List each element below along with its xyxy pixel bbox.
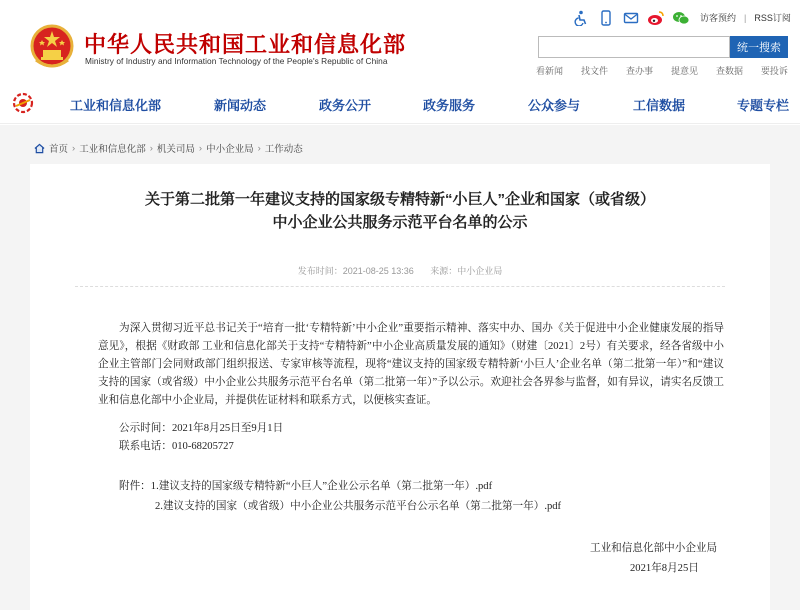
article-meta bbox=[30, 264, 770, 277]
site-header bbox=[0, 0, 800, 82]
signature-org: 工业和信息化部中小企业局 bbox=[590, 543, 718, 554]
accessibility-icon[interactable] bbox=[572, 9, 590, 27]
article-title bbox=[30, 188, 770, 234]
search-button[interactable]: 统一搜索 bbox=[730, 36, 788, 58]
signature-date: 2021年8月25日 bbox=[630, 563, 699, 574]
breadcrumb-work-news[interactable]: 工作动态 bbox=[264, 144, 303, 155]
main-nav bbox=[0, 82, 800, 124]
national-emblem-icon bbox=[30, 22, 74, 72]
miit-logo-icon[interactable] bbox=[12, 92, 34, 114]
site-title[interactable]: 中华人民共和国工业和信息化部 bbox=[84, 32, 407, 57]
quick-link-services[interactable]: 查办事 bbox=[625, 66, 653, 76]
breadcrumb-ministry[interactable]: 工业和信息化部 bbox=[79, 144, 146, 155]
breadcrumb bbox=[34, 141, 303, 155]
quick-link-news[interactable]: 看新闻 bbox=[536, 66, 564, 76]
chevron-right-icon: › bbox=[149, 142, 153, 154]
quick-link-feedback[interactable]: 提意见 bbox=[670, 66, 698, 76]
nav-item-topics[interactable]: 专题专栏 bbox=[737, 98, 790, 113]
quick-links bbox=[536, 64, 788, 77]
nav-item-ministry[interactable]: 工业和信息化部 bbox=[70, 98, 162, 113]
wechat-icon[interactable] bbox=[672, 9, 690, 27]
article-title-line2: 中小企业公共服务示范平台名单的公示 bbox=[272, 214, 528, 231]
nav-item-data[interactable]: 工信数据 bbox=[633, 98, 686, 113]
breadcrumb-home[interactable]: 首页 bbox=[49, 144, 69, 155]
notice-period: 公示时间：2021年8月25日至9月1日 bbox=[119, 423, 284, 434]
rss-link[interactable]: RSS订阅 bbox=[754, 13, 791, 23]
article-paragraph: 为深入贯彻习近平总书记关于“培育一批‘专精特新’中小企业”重要指示精神、落实中办、国办《关于促进中小企业健康发展的指导意见》，根据《财政部 工业和信息化部关于支持“专精特新”中小企业高质量发展的通知》（财建〔2021〕2号）有关要求，经各省级中小企业主管部门会同财政部门组织报送、专家审核等流程，现将“建议支持的国家级专精特新‘小巨人’企业名单（第二批第一年）”和“建议支持的国家（或省级）中小企业公共服务示范平台名单（第二批第一年）”予以公示。欢迎社会各界参与监督，如有异议，请实名反馈工业和信息化部中小企业局，并提供佐证材料和联系方式，以便核实查证。 bbox=[98, 323, 724, 406]
contact-phone: 联系电话：010-68205727 bbox=[119, 441, 234, 452]
search-input[interactable] bbox=[538, 36, 730, 58]
visitor-booking-link[interactable]: 访客预约 bbox=[700, 13, 737, 23]
nav-item-news[interactable]: 新闻动态 bbox=[214, 98, 267, 113]
article-title-line1: 关于第二批第一年建议支持的国家级专精特新“小巨人”企业和国家（或省级） bbox=[144, 191, 655, 208]
nav-item-participation[interactable]: 公众参与 bbox=[528, 98, 581, 113]
breadcrumb-sme-bureau[interactable]: 中小企业局 bbox=[206, 144, 254, 155]
publish-time: 发布时间：2021-08-25 13:36 bbox=[297, 266, 414, 276]
mobile-icon[interactable] bbox=[597, 9, 615, 27]
separator: | bbox=[744, 12, 747, 23]
quick-link-files[interactable]: 找文件 bbox=[580, 66, 608, 76]
chevron-right-icon: › bbox=[72, 142, 76, 154]
top-links bbox=[700, 11, 791, 24]
attachment-2-link[interactable]: 2.建议支持的国家（或省级）中小企业公共服务示范平台公示名单（第二批第一年）.pdf bbox=[155, 501, 562, 512]
breadcrumb-departments[interactable]: 机关司局 bbox=[156, 144, 195, 155]
quick-link-complaint[interactable]: 要投诉 bbox=[760, 66, 788, 76]
article-body bbox=[98, 320, 724, 410]
top-icon-bar bbox=[572, 8, 697, 28]
chevron-right-icon: › bbox=[257, 142, 261, 154]
mail-icon[interactable] bbox=[622, 9, 640, 27]
quick-link-data[interactable]: 查数据 bbox=[715, 66, 743, 76]
site-subtitle: Ministry of Industry and Information Technology of the People's Republic of China bbox=[85, 56, 388, 66]
home-icon bbox=[34, 143, 45, 154]
chevron-right-icon: › bbox=[198, 142, 203, 154]
nav-item-gov-affairs[interactable]: 政务公开 bbox=[319, 98, 372, 113]
nav-item-services[interactable]: 政务服务 bbox=[423, 98, 476, 113]
attachment-1-link[interactable]: 附件：1.建议支持的国家级专精特新“小巨人”企业公示名单（第二批第一年）.pdf bbox=[119, 481, 493, 492]
weibo-icon[interactable] bbox=[647, 9, 665, 27]
article-source: 来源：中小企业局 bbox=[430, 266, 503, 276]
divider bbox=[75, 286, 725, 287]
